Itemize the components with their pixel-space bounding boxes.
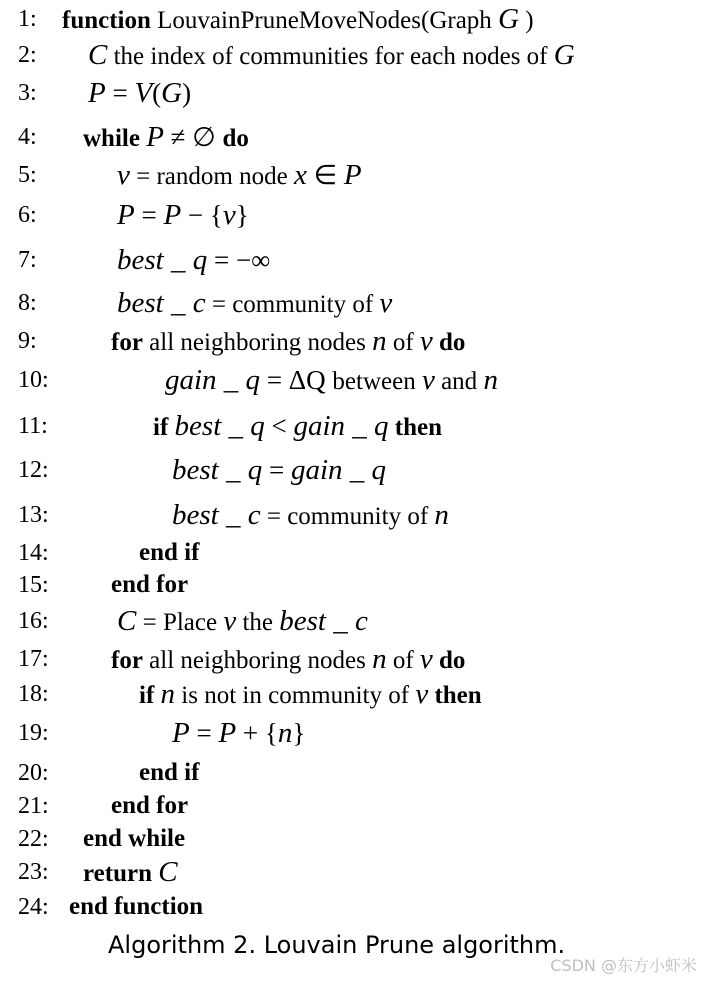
math-token: gain _ q <box>293 410 389 442</box>
algorithm-line <box>0 500 711 534</box>
line-number: 5: <box>18 162 37 188</box>
line-number: 19: <box>18 720 49 746</box>
algorithm-line <box>0 365 711 399</box>
algorithm-line <box>0 718 711 752</box>
line-code <box>117 288 392 320</box>
line-number: 12: <box>18 457 49 483</box>
line-code <box>111 326 465 358</box>
algorithm-line <box>0 758 711 792</box>
keyword-token: function <box>62 7 151 34</box>
line-number: 24: <box>18 894 49 920</box>
line-number: 6: <box>18 202 37 228</box>
math-token: C <box>158 856 178 888</box>
text-token: = ΔQ <box>260 365 333 395</box>
math-token: v <box>223 605 237 637</box>
keyword-token: for <box>111 647 143 674</box>
algorithm-line <box>0 40 711 74</box>
line-code <box>117 200 249 232</box>
math-token: C <box>88 39 108 71</box>
keyword-token: do <box>432 647 466 674</box>
math-token: best _ c <box>172 499 261 531</box>
text-token: = <box>262 455 291 485</box>
text-token: is not in community of <box>175 682 416 709</box>
line-code <box>139 679 482 711</box>
text-token: = <box>134 200 164 230</box>
math-token: G <box>553 39 575 71</box>
algorithm-line <box>0 200 711 234</box>
math-token: n <box>372 643 387 675</box>
keyword-token: end for <box>111 792 189 819</box>
algorithm-line <box>0 326 711 360</box>
text-token: + { <box>236 718 278 748</box>
line-code <box>62 4 534 36</box>
keyword-token: end if <box>139 759 200 786</box>
algorithm-line <box>0 122 711 156</box>
text-token: ) <box>519 7 534 34</box>
math-token: G <box>161 77 183 109</box>
math-token: x <box>293 159 307 191</box>
math-token: G <box>498 3 520 35</box>
line-code <box>172 455 386 487</box>
keyword-token: return <box>83 860 159 887</box>
math-token: P <box>343 159 362 191</box>
keyword-token: end function <box>69 893 204 920</box>
algorithm-line <box>0 570 711 604</box>
algorithm-line <box>0 892 711 926</box>
algorithm-line <box>0 245 711 279</box>
math-token: best _ q <box>172 454 263 486</box>
math-token: v <box>222 199 236 231</box>
math-token: best _ q <box>117 244 208 276</box>
line-code <box>165 365 498 397</box>
line-code <box>117 160 362 192</box>
line-number: 9: <box>18 328 37 354</box>
algorithm-line <box>0 160 711 194</box>
line-code <box>83 824 185 854</box>
math-token: n <box>372 325 387 357</box>
csdn-watermark: CSDN @东方小虾米 <box>550 956 697 975</box>
math-token: gain _ q <box>290 454 387 486</box>
math-token: v <box>419 325 433 357</box>
text-token: = <box>189 718 219 748</box>
line-number: 3: <box>18 80 37 106</box>
algorithm-line <box>0 4 711 38</box>
text-token: = −∞ <box>207 245 271 275</box>
line-code <box>111 570 188 600</box>
line-code <box>172 718 305 750</box>
line-number: 7: <box>18 247 37 273</box>
line-number: 13: <box>18 502 49 528</box>
keyword-token: do <box>222 125 249 152</box>
line-number: 16: <box>18 608 49 634</box>
text-token: the index of communities for each nodes of <box>107 43 554 70</box>
line-number: 18: <box>18 681 49 707</box>
math-token: P <box>117 199 135 231</box>
text-token: } <box>235 200 249 230</box>
text-token: = <box>105 78 135 108</box>
math-token: P <box>163 199 182 231</box>
math-token: P <box>88 77 106 109</box>
math-token: v <box>419 643 433 675</box>
line-code <box>69 892 203 922</box>
line-code <box>117 245 270 277</box>
math-token: C <box>117 605 137 637</box>
line-code <box>139 758 199 788</box>
line-number: 4: <box>18 124 37 150</box>
line-number: 11: <box>18 413 48 439</box>
text-token: the <box>236 609 280 636</box>
math-token: V <box>134 77 153 109</box>
algorithm-line <box>0 791 711 825</box>
text-token: ∈ <box>306 160 344 190</box>
text-token: < <box>264 411 294 441</box>
text-token: ( <box>152 78 162 108</box>
math-token: P <box>146 121 164 153</box>
text-token: of <box>386 329 420 356</box>
keyword-token: do <box>432 329 466 356</box>
keyword-token: while <box>83 125 147 152</box>
line-number: 17: <box>18 646 49 672</box>
algorithm-line <box>0 411 711 445</box>
keyword-token: then <box>388 414 443 441</box>
keyword-token: if <box>153 414 175 441</box>
text-token: all neighboring nodes <box>142 647 373 674</box>
text-token: all neighboring nodes <box>142 329 373 356</box>
algorithm-line <box>0 644 711 678</box>
line-number: 15: <box>18 572 49 598</box>
text-token: } <box>292 718 306 748</box>
text-token: of <box>386 647 420 674</box>
line-number: 8: <box>18 290 37 316</box>
line-number: 2: <box>18 42 37 68</box>
line-code <box>88 40 575 72</box>
math-token: P <box>172 717 190 749</box>
math-token: v <box>379 287 393 319</box>
text-token: ≠ ∅ <box>163 122 223 152</box>
algorithm-line <box>0 455 711 489</box>
line-number: 20: <box>18 760 49 786</box>
line-number: 22: <box>18 826 49 852</box>
math-token: gain _ q <box>165 364 261 396</box>
line-code <box>111 791 188 821</box>
line-number: 1: <box>18 6 37 32</box>
math-token: n <box>434 499 449 531</box>
keyword-token: end if <box>139 539 200 566</box>
math-token: v <box>415 678 429 710</box>
keyword-token: for <box>111 329 143 356</box>
text-token: ) <box>182 78 192 108</box>
text-token: LouvainPruneMoveNodes(Graph <box>150 7 499 34</box>
algorithm-line <box>0 606 711 640</box>
line-code <box>139 538 199 568</box>
math-token: best _ q <box>174 410 265 442</box>
line-number: 23: <box>18 859 49 885</box>
algorithm-line <box>0 288 711 322</box>
line-code <box>111 644 465 676</box>
algorithm-line <box>0 78 711 112</box>
line-code <box>153 411 442 443</box>
line-number: 10: <box>18 367 49 393</box>
math-token: best _ c <box>117 287 206 319</box>
algorithm-line <box>0 857 711 891</box>
keyword-token: end while <box>83 825 186 852</box>
line-code <box>88 78 191 110</box>
algorithm-line <box>0 538 711 572</box>
math-token: n <box>160 678 176 710</box>
line-code <box>172 500 449 532</box>
algorithm-caption: Algorithm 2. Louvain Prune algorithm. <box>108 931 566 959</box>
math-token: P <box>218 717 237 749</box>
line-number: 21: <box>18 793 49 819</box>
line-code <box>83 857 178 889</box>
text-token: = community of <box>205 291 380 318</box>
math-token: best _ c <box>279 605 368 637</box>
text-token: − { <box>181 200 223 230</box>
math-token: v <box>117 159 130 191</box>
text-token: = community of <box>260 503 435 530</box>
line-number: 14: <box>18 540 49 566</box>
algorithm-line <box>0 824 711 858</box>
math-token: v <box>421 364 435 396</box>
text-token: and <box>434 368 484 395</box>
math-token: n <box>483 364 498 396</box>
keyword-token: end for <box>111 571 189 598</box>
math-token: n <box>277 717 293 749</box>
text-token: between <box>332 368 422 395</box>
line-code <box>117 606 368 638</box>
keyword-token: if <box>139 682 161 709</box>
text-token: = random node <box>129 163 294 190</box>
keyword-token: then <box>428 682 482 709</box>
line-code <box>83 122 249 154</box>
algorithm-line <box>0 679 711 713</box>
text-token: = Place <box>136 609 224 636</box>
